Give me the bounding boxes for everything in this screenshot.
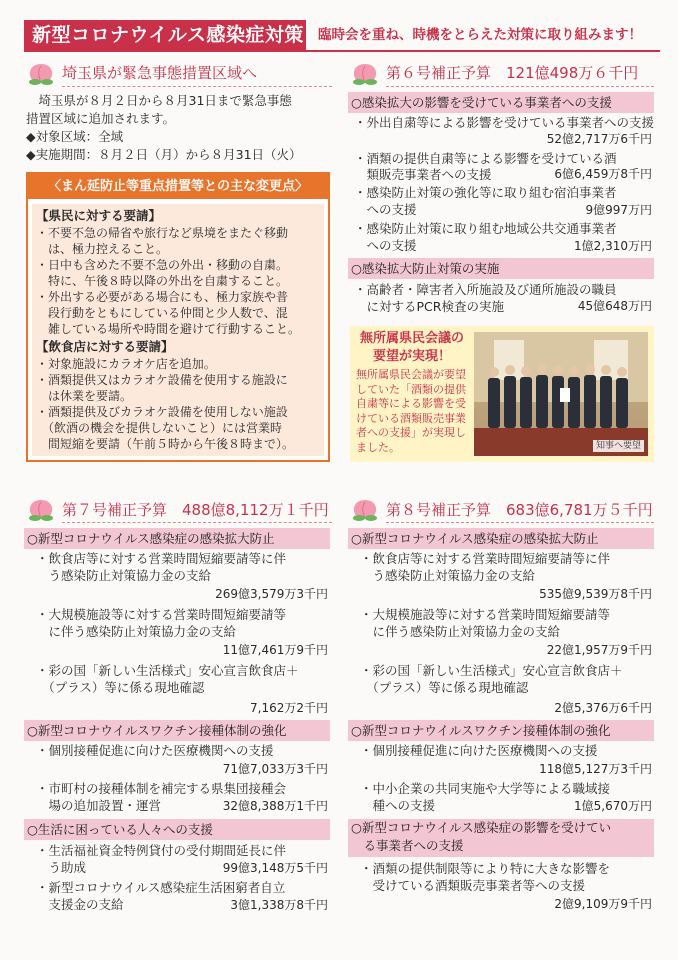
request-text-line: けている酒類販売事業: [356, 411, 466, 425]
budget7-item-line: ・生活福祉資金特例貸付の受付期間延長に伴: [36, 843, 287, 858]
budget7-item-line: ・彩の国「新しい生活様式」安心宣言飲食店＋: [36, 663, 299, 678]
budget8-heading-3-line: ○新型コロナウイルス感染症の影響を受けてい: [351, 820, 612, 835]
emergency-area: ◆対象区域：全域: [26, 129, 124, 144]
request-text-line: ました。: [356, 440, 400, 454]
changes-box: [26, 172, 330, 462]
budget8-item-amount: 535億9,539万8千円: [539, 587, 652, 601]
section-rule: [386, 522, 654, 523]
budget6-item-amount: 6億6,459万8千円: [554, 167, 652, 181]
budget6-item-amount: 45億648万円: [577, 299, 652, 313]
restaurants-line: 間短縮を要請（午前５時から午後８時まで）。: [36, 437, 295, 451]
budget6-item-line: ・感染防止対策に取り組む地域公共交通事業者: [354, 221, 617, 236]
request-text-line: していた「酒類の提供: [356, 382, 466, 396]
residents-line: 段行動をともにしている仲間と少人数で、混: [36, 306, 288, 320]
restaurants-line: は休業を要請。: [36, 389, 133, 403]
budget6-title: 第６号補正予算 121億498万６千円: [386, 64, 639, 82]
budget7-item-line: 場の追加設置・運営: [36, 798, 162, 813]
request-text: [356, 368, 466, 455]
budget7-item-amount: 3億1,338万8千円: [230, 898, 328, 912]
budget8-item-amount: 118億5,127万3千円: [539, 762, 652, 776]
budget6-item-line: ・酒類の提供自粛等による影響を受けている酒: [354, 151, 617, 166]
request-title-1: 無所属県民会議の: [359, 331, 464, 346]
budget8-item-line: 種への支援: [360, 798, 436, 813]
peach-icon: [26, 494, 56, 522]
budget7-item-line: う助成: [36, 860, 87, 875]
budget8-heading-3-line: る事業者への支援: [351, 838, 464, 853]
budget7-item-amount: 32億8,388万1千円: [222, 799, 328, 813]
emergency-title: 埼玉県が緊急事態措置区域へ: [62, 64, 258, 82]
budget8-item-line: 受けている酒類販売事業者等への支援: [360, 878, 586, 893]
request-title-2: 要望が実現！: [372, 349, 451, 364]
section-rule: [386, 86, 654, 87]
budget8-heading-1: ○新型コロナウイルス感染症の感染拡大防止: [348, 528, 654, 549]
restaurants-line: ・酒類提供及びカラオケ設備を使用しない施設: [36, 405, 288, 419]
budget7-item-line: 支援金の支給: [36, 897, 124, 912]
budget7-item-amount: 71億7,033万3千円: [222, 762, 328, 776]
budget7-item-amount: 99億3,148万5千円: [222, 861, 328, 875]
changes-box-title: 〈まん延防止等重点措置等との主な変更点〉: [28, 174, 328, 199]
budget6-item-line: ・感染防止対策の強化等に取り組む宿泊事業者: [354, 185, 617, 200]
budget8-item-line: う感染防止対策協力金の支給: [360, 568, 536, 583]
emergency-period: ◆実施期間：８月２日（月）から８月31日（火）: [26, 147, 302, 162]
budget6-item-amount: 1億2,310万円: [574, 239, 652, 253]
budget7-item-line: ・大規模施設等に対する営業時間短縮要請等: [36, 607, 287, 622]
budget8-item-line: ・個別接種促進に向けた医療機関への支援: [360, 743, 598, 758]
budget6-item-line: 類販売事業者への支援: [354, 167, 492, 182]
budget8-item-line: ・大規模施設等に対する営業時間短縮要請等: [360, 607, 611, 622]
budget7-item-line: ・個別接種促進に向けた医療機関への支援: [36, 743, 274, 758]
residents-heading: 【県民に対する要請】: [36, 208, 162, 223]
meeting-photo: [474, 332, 648, 456]
budget8-item-amount: 1億5,670万円: [574, 799, 652, 813]
meeting-photo-illustration: [474, 332, 648, 456]
budget7-item-amount: 11億7,461万9千円: [222, 643, 328, 657]
budget7-item-amount: 7,162万2千円: [250, 701, 328, 715]
peach-icon: [350, 58, 380, 86]
budget7-heading-2: ○新型コロナウイルスワクチン接種体制の強化: [24, 720, 330, 741]
emergency-intro-1: 埼玉県が８月２日から８月31日まで緊急事態: [26, 93, 292, 108]
peach-icon: [26, 58, 56, 86]
residents-line: 特に、午後８時以降の外出を自粛すること。: [36, 274, 289, 288]
budget7-item-line: ・飲食店等に対する営業時間短縮要請等に伴: [36, 551, 287, 566]
budget7-heading-3: ○生活に困っている人々への支援: [24, 819, 330, 840]
section-rule: [62, 86, 332, 87]
budget8-item-line: ・彩の国「新しい生活様式」安心宣言飲食店＋: [360, 663, 623, 678]
residents-line: 雑している場所や時間を避けて行動すること。: [36, 322, 301, 336]
request-text-line: 者への支援」が実現し: [356, 426, 466, 439]
request-box: [350, 326, 654, 462]
budget7-item-amount: 269億3,579万3千円: [215, 587, 328, 601]
budget7-item-line: に伴う感染防止対策協力金の支給: [36, 624, 237, 639]
budget8-item-line: （プラス）等に係る現地確認: [360, 680, 529, 695]
budget8-item-line: に伴う感染防止対策協力金の支給: [360, 624, 561, 639]
budget6-heading-2: ○感染拡大防止対策の実施: [348, 258, 654, 279]
budget8-title: 第８号補正予算 683億6,781万５千円: [386, 501, 653, 519]
changes-box-body: [32, 204, 324, 456]
budget8-item-amount: 22億1,957万9千円: [546, 643, 652, 657]
budget8-item-line: ・酒類の提供制限等により特に大きな影響を: [360, 861, 611, 876]
budget7-item-line: う感染防止対策協力金の支給: [36, 568, 212, 583]
budget7-title: 第７号補正予算 488億8,112万１千円: [62, 501, 329, 519]
residents-line: は、極力控えること。: [36, 242, 169, 256]
page-title: 新型コロナウイルス感染症対策: [24, 20, 306, 50]
restaurants-heading: 【飲食店に対する要請】: [36, 339, 174, 354]
budget8-heading-3: [348, 819, 654, 857]
budget6-item-amount: 52億2,717万6千円: [546, 132, 652, 146]
budget6-item-line: ・外出自粛等による影響を受けている事業者への支援: [354, 115, 655, 130]
request-text-line: 自粛等による影響を受: [356, 397, 466, 410]
restaurants-line: ・酒類提供又はカラオケ設備を使用する施設に: [36, 373, 288, 387]
residents-line: ・外出する必要がある場合にも、極力家族や普: [36, 290, 289, 304]
peach-icon: [350, 494, 380, 522]
page-subtitle: 臨時会を重ね、時機をとらえた対策に取り組みます！: [318, 27, 642, 43]
budget6-item-line: への支援: [354, 202, 417, 217]
budget7-heading-1: ○新型コロナウイルス感染症の感染拡大防止: [24, 528, 330, 549]
budget6-item-line: ・高齢者・障害者入所施設及び通所施設の職員: [354, 282, 617, 297]
budget7-item-line: ・新型コロナウイルス感染症生活困窮者自立: [36, 880, 286, 895]
header-divider: [24, 50, 660, 52]
budget7-item-line: （プラス）等に係る現地確認: [36, 680, 205, 695]
budget8-heading-2: ○新型コロナウイルスワクチン接種体制の強化: [348, 720, 654, 741]
budget8-item-amount: 2億5,376万6千円: [554, 701, 652, 715]
request-text-line: 無所属県民会議が要望: [356, 368, 466, 381]
budget6-heading-1: ○感染拡大の影響を受けている事業者への支援: [348, 92, 654, 113]
budget8-item-line: ・飲食店等に対する営業時間短縮要請等に伴: [360, 551, 611, 566]
restaurants-line: ・対象施設にカラオケ店を追加。: [36, 357, 216, 371]
residents-line: ・不要不急の帰省や旅行など県境をまたぐ移動: [36, 226, 289, 240]
residents-line: ・日中も含めた不要不急の外出・移動の自粛。: [36, 258, 289, 272]
budget6-item-line: に対するPCR検査の実施: [354, 299, 504, 314]
restaurants-line: （飲酒の機会を提供しないこと）には営業時: [36, 421, 283, 435]
budget7-item-line: ・市町村の接種体制を補完する県集団接種会: [36, 781, 287, 796]
budget6-item-line: への支援: [354, 238, 417, 253]
section-rule: [62, 522, 332, 523]
photo-caption: 知事へ要望: [593, 440, 644, 452]
budget8-item-line: ・中小企業の共同実施や大学等による職域接: [360, 781, 611, 796]
budget6-item-amount: 9億997万円: [585, 203, 652, 217]
budget8-item-amount: 2億9,109万9千円: [554, 897, 652, 911]
emergency-intro-2: 措置区域に追加されます。: [26, 111, 176, 126]
